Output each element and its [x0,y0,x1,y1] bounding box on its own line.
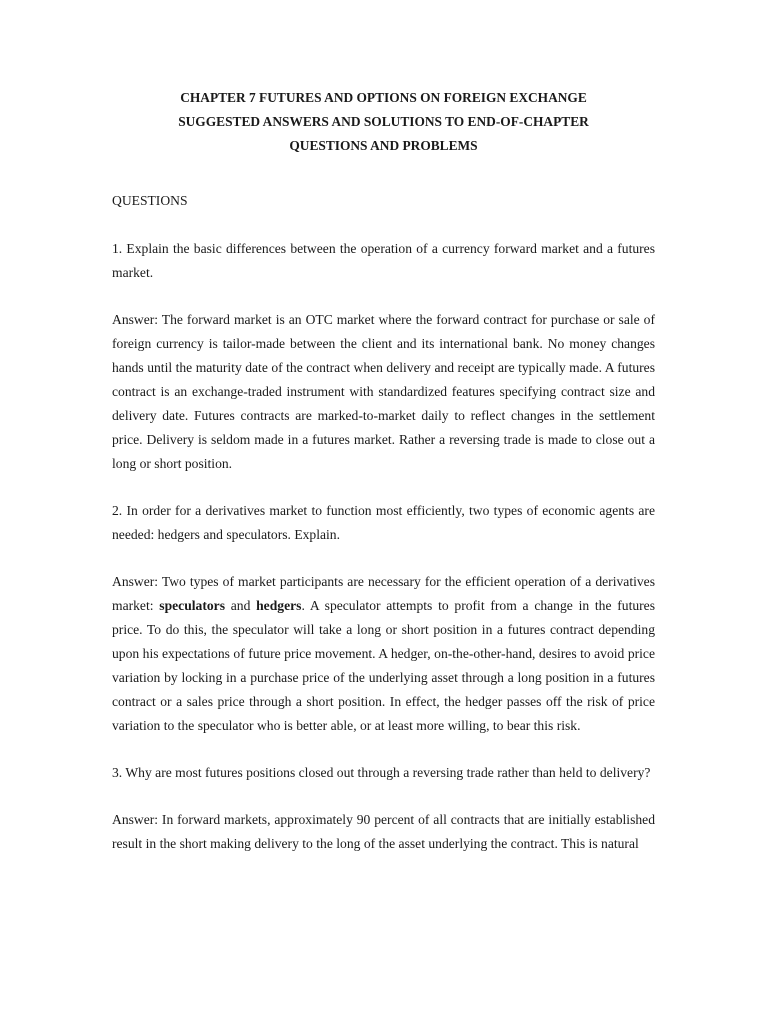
question-1: 1. Explain the basic differences between the operation of a currency forward market and a futures market. [112,241,655,280]
answer-1: Answer: The forward market is an OTC market where the forward contract for purchase or sale of foreign currency is tailor-made between the client and its international bank. No money changes hands until the maturity date of the contract when delivery and receipt are typically made. A futures contract is an exchange-traded instrument with standardized features specifying contract size and delivery date. Futures contracts are marked-to-market daily to reflect changes in the settlement price. Delivery is seldom made in a futures market. Rather a reversing trade is made to close out a long or short position. [112,312,655,471]
chapter-subtitle: SUGGESTED ANSWERS AND SOLUTIONS TO END-OF-CHAPTER [178,114,589,129]
question-3: 3. Why are most futures positions closed out through a reversing trade rather than held to delivery? [112,765,651,780]
answer-3: Answer: In forward markets, approximately 90 percent of all contracts that are initially established result in the short making delivery to the long of the asset underlying the contract. This is natural [112,812,655,851]
question-2: 2. In order for a derivatives market to function most efficiently, two types of economic agents are needed: hedgers and speculators. Explain. [112,503,655,542]
answer-2-intro: Answer: Two types of market participants are necessary for the efficient operation of a derivatives market: [112,574,655,613]
chapter-subtitle-2: QUESTIONS AND PROBLEMS [289,138,478,153]
answer-2-body: . A speculator attempts to profit from a change in the futures price. To do this, the speculator will take a long or short position in a futures contract depending upon his expectations of future price movement. A hedger, on-the-other-hand, desires to avoid price variation by locking in a purchase price of the underlying asset through a long position in a futures contract or a sales price through a short position. In effect, the hedger passes off the risk of price variation to the speculator who is better able, or at least more willing, to bear this risk. [112,598,655,733]
document-page [112,86,655,856]
answer-2-and: and [224,598,257,613]
hedgers-term: hedgers [256,598,302,613]
chapter-title: CHAPTER 7 FUTURES AND OPTIONS ON FOREIGN EXCHANGE [180,90,587,105]
speculators-term: speculators [159,598,225,613]
answer-2 [112,570,655,738]
section-heading: QUESTIONS [112,193,188,208]
